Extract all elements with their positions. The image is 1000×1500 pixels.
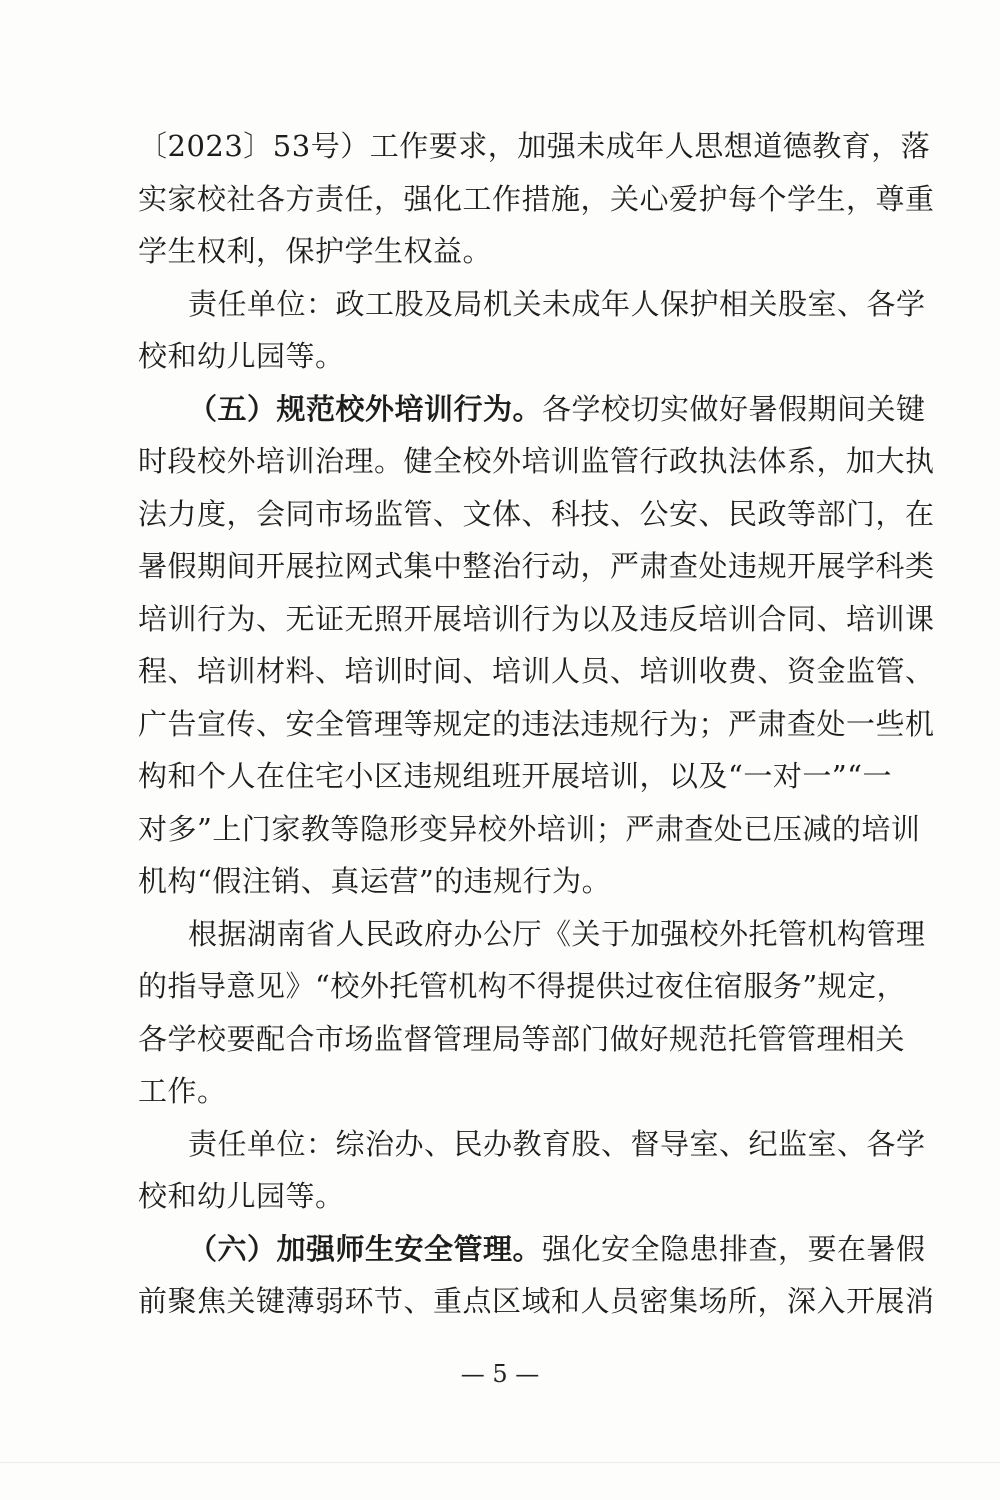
section-6-heading: （六）加强师生安全管理。 — [188, 1231, 543, 1266]
text-line: 前聚焦关键薄弱环节、重点区域和人员密集场所，深入开展消 — [138, 1284, 935, 1318]
text-line: 广告宣传、安全管理等规定的违法违规行为；严肃查处一些机 — [138, 706, 935, 741]
text-line: 学生权利，保护学生权益。 — [138, 234, 493, 268]
section-6-text: 强化安全隐患排查，要在暑假 — [542, 1231, 926, 1266]
page-number: — 5 — — [460, 1360, 540, 1388]
text-line: 实家校社各方责任，强化工作措施，关心爱护每个学生，尊重 — [138, 181, 935, 216]
text-line: 程、培训材料、培训时间、培训人员、培训收费、资金监管、 — [138, 654, 935, 688]
text-line: 对多”上门家教等隐形变异校外培训；严肃查处已压减的培训 — [138, 811, 921, 846]
text-line: 各学校要配合市场监督管理局等部门做好规范托管管理相关 — [138, 1021, 906, 1056]
body-text — [138, 120, 935, 1328]
page-edge-divider — [0, 1462, 1000, 1463]
text-line: 责任单位：政工股及局机关未成年人保护相关股室、各学 — [188, 286, 926, 321]
text-line: 机构“假注销、真运营”的违规行为。 — [138, 864, 612, 898]
text-line: 〔2023〕53号）工作要求，加强未成年人思想道德教育，落 — [138, 129, 931, 163]
text-line: 培训行为、无证无照开展培训行为以及违反培训合同、培训课 — [138, 601, 935, 636]
text-line: 暑假期间开展拉网式集中整治行动，严肃查处违规开展学科类 — [138, 549, 935, 583]
text-line: 法力度，会同市场监管、文体、科技、公安、民政等部门，在 — [138, 496, 935, 531]
section-5-first-line — [138, 383, 926, 436]
text-line: 责任单位：综治办、民办教育股、督导室、纪监室、各学 — [188, 1126, 926, 1161]
text-line: 构和个人在住宅小区违规组班开展培训，以及“一对一”“一 — [138, 759, 892, 793]
text-line: 根据湖南省人民政府办公厅《关于加强校外托管机构管理 — [188, 916, 926, 951]
section-5-text: 各学校切实做好暑假期间关键 — [542, 391, 926, 426]
text-line: 校和幼儿园等。 — [138, 339, 345, 373]
text-line: 工作。 — [138, 1074, 227, 1108]
section-6-first-line — [138, 1223, 926, 1276]
text-line: 的指导意见》“校外托管机构不得提供过夜住宿服务”规定， — [138, 969, 907, 1003]
text-line: 时段校外培训治理。健全校外培训监管行政执法体系，加大执 — [138, 444, 935, 478]
text-line: 校和幼儿园等。 — [138, 1179, 345, 1213]
section-5-heading: （五）规范校外培训行为。 — [188, 391, 543, 426]
